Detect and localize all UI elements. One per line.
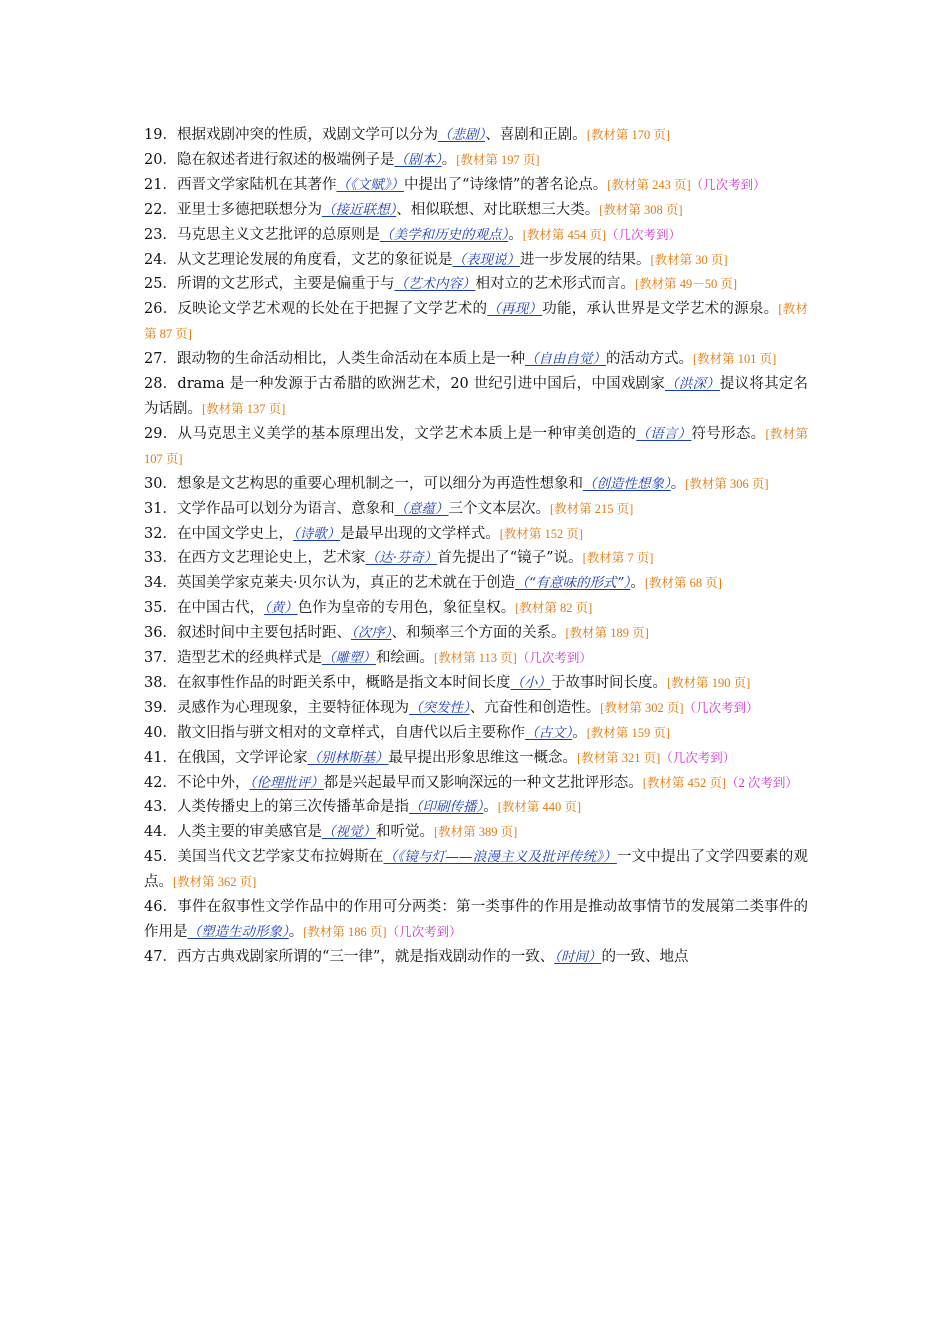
exam-frequency-note: （几次考到）	[660, 750, 736, 765]
answer-blank: （印刷传播）	[408, 799, 484, 816]
answer-blank: （自由自觉）	[524, 351, 606, 368]
question-item	[144, 546, 808, 571]
exam-frequency-note: （几次考到）	[516, 651, 592, 666]
textbook-reference: [教材第 440 页]	[497, 800, 582, 815]
question-item	[144, 422, 808, 472]
question-text: 在俄国，文学评论家	[176, 749, 308, 766]
question-text: 亚里士多德把联想分为	[176, 201, 322, 218]
exam-frequency-note: （2 次考到）	[726, 775, 798, 790]
question-item	[144, 347, 808, 372]
answer-blank: （小）	[510, 674, 551, 691]
question-text: 造型艺术的经典样式是	[176, 650, 322, 667]
answer-blank: （再现）	[487, 301, 543, 318]
answer-blank: （古文）	[524, 724, 573, 741]
question-text-end: 和听觉。	[375, 824, 434, 841]
question-text-end: 的活动方式。	[605, 351, 693, 368]
question-text-end: 于故事时间长度。	[550, 674, 667, 691]
question-number: 43．	[144, 799, 177, 816]
question-number: 38．	[144, 674, 177, 691]
question-text-end: 提议将其定名为话剧。	[144, 376, 809, 417]
question-list	[144, 123, 808, 970]
question-text: 从文艺理论发展的角度看，文艺的象征说是	[176, 251, 453, 268]
textbook-reference: [教材第 306 页]	[685, 476, 769, 491]
question-text: 在中国文学史上，	[176, 525, 293, 542]
question-item	[144, 895, 808, 945]
question-text-end: 。	[508, 226, 523, 243]
question-number: 42．	[144, 774, 177, 791]
question-number: 44．	[144, 824, 177, 841]
question-text-end: 最早提出形象思维这一概念。	[388, 749, 577, 766]
exam-frequency-note: （几次考到）	[690, 177, 766, 192]
textbook-reference: [教材第 68 页]	[644, 576, 722, 591]
textbook-reference: [教材第 308 页]	[599, 202, 683, 217]
answer-blank: （“有意味的形式”）	[515, 575, 631, 592]
answer-blank: （视觉）	[321, 824, 376, 841]
question-text: 叙述时间中主要包括时距、	[176, 625, 351, 642]
question-text: 马克思主义文艺批评的总原则是	[176, 226, 380, 243]
question-number: 46．	[144, 899, 178, 916]
textbook-reference: [教材第 215 页]	[549, 501, 634, 516]
question-item	[144, 845, 808, 895]
question-item	[144, 248, 808, 273]
question-text: 事件在叙事性文学作品中的作用可分两类：第一类事件的作用是推动故事情节的发展第二类事件的作用是	[144, 899, 808, 940]
question-text-end: 三个文本层次。	[448, 500, 550, 517]
answer-blank: （剧本）	[394, 151, 442, 168]
textbook-reference: [教材第 186 页]	[303, 925, 387, 939]
textbook-reference: [教材第 30 页]	[650, 252, 728, 267]
textbook-reference: [教材第 243 页]	[607, 177, 691, 192]
question-text-end: 首先提出了“镜子”说。	[437, 550, 583, 567]
question-number: 47．	[144, 948, 177, 965]
textbook-reference: [教材第 7 页]	[582, 551, 654, 566]
question-text-end: 、亢奋性和创造性。	[469, 699, 601, 716]
answer-blank: （《文赋》）	[336, 176, 404, 193]
answer-blank: （黄）	[263, 600, 298, 617]
question-item	[144, 148, 808, 173]
question-item	[144, 795, 808, 820]
question-text-end: 色作为皇帝的专用色，象征皇权。	[297, 600, 516, 617]
question-item	[144, 820, 808, 845]
question-item	[144, 297, 808, 347]
question-text-end: 。	[288, 924, 304, 940]
question-text: 灵感作为心理现象，主要特征体现为	[176, 699, 409, 716]
question-text: 散文旧指与骈文相对的文章样式，自唐代以后主要称作	[176, 724, 525, 741]
textbook-reference: [教材第 159 页]	[586, 725, 671, 740]
question-text: 在叙事性作品的时距关系中，概略是指文本时间长度	[176, 674, 511, 691]
textbook-reference: [教材第 321 页]	[576, 750, 661, 765]
question-number: 33．	[144, 550, 177, 567]
question-item	[144, 497, 808, 522]
question-item	[144, 746, 808, 771]
question-item	[144, 472, 808, 497]
question-text: 西方古典戏剧家所谓的“三一律”，就是指戏剧动作的一致、	[176, 948, 555, 965]
question-text: 根据戏剧冲突的性质，戏剧文学可以分为	[176, 127, 438, 143]
question-text: 在中国古代，	[176, 600, 264, 617]
textbook-reference: [教材第 113 页]	[433, 651, 517, 666]
question-text-end: 进一步发展的结果。	[519, 251, 651, 268]
answer-blank: （伦理批评）	[249, 774, 324, 791]
question-number: 30．	[144, 475, 177, 492]
question-number: 23．	[144, 226, 177, 243]
question-text-end: 。	[572, 724, 587, 741]
question-text: 隐在叙述者进行叙述的极端例子是	[176, 151, 395, 168]
question-item	[144, 223, 808, 248]
question-item	[144, 571, 808, 596]
question-number: 45．	[144, 849, 178, 866]
question-number: 20．	[144, 151, 177, 168]
question-text-end: 功能，承认世界是文学艺术的源泉。	[542, 301, 779, 318]
question-text: 美国当代文艺学家艾布拉姆斯在	[177, 849, 384, 866]
answer-blank: （悲剧）	[437, 127, 486, 143]
question-number: 24．	[144, 251, 177, 268]
textbook-reference: [教材第 389 页]	[433, 825, 518, 840]
question-number: 31．	[144, 500, 177, 517]
question-number: 32．	[144, 525, 177, 542]
question-text-end: 相对立的艺术形式而言。	[475, 276, 635, 293]
answer-blank: （意蕴）	[394, 500, 449, 517]
question-item	[144, 372, 808, 422]
question-text: 在西方文艺理论史上，艺术家	[176, 550, 366, 567]
question-text: 人类主要的审美感官是	[176, 824, 322, 841]
answer-blank: （达·芬奇）	[365, 550, 438, 567]
textbook-reference: [教材第 137 页]	[202, 401, 286, 416]
textbook-reference: [教材第 362 页]	[173, 875, 257, 890]
question-item	[144, 621, 808, 646]
question-text-end: 、和频率三个方面的关系。	[391, 625, 566, 642]
question-text-end: 、相似联想、对比联想三大类。	[396, 201, 600, 218]
answer-blank: （次序）	[350, 625, 392, 642]
question-number: 21．	[144, 176, 177, 193]
answer-blank: （表现说）	[452, 251, 520, 268]
textbook-reference: [教材第 170 页]	[586, 128, 671, 142]
question-item	[144, 671, 808, 696]
question-item	[144, 173, 808, 198]
question-text: 跟动物的生命活动相比，人类生命活动在本质上是一种	[176, 351, 525, 368]
answer-blank: （别林斯基）	[307, 749, 389, 766]
textbook-reference: [教材第 452 页]	[642, 775, 727, 790]
answer-blank: （《镜与灯——浪漫主义及批评传统》）	[383, 849, 617, 866]
question-text-end: 中提出了“诗缘情”的著名论点。	[403, 176, 608, 193]
question-number: 25．	[144, 276, 177, 293]
question-number: 41．	[144, 749, 177, 766]
question-number: 19．	[144, 127, 177, 143]
textbook-reference: [教材第 302 页]	[600, 700, 684, 715]
question-text: 从马克思主义美学的基本原理出发，文学艺术本质上是一种审美创造的	[177, 425, 637, 442]
question-item	[144, 721, 808, 746]
question-text: 英国美学家克莱夫·贝尔认为，真正的艺术就在于创造	[176, 575, 516, 592]
answer-blank: （美学和历史的观点）	[379, 226, 509, 243]
textbook-reference: [教材第 101 页]	[692, 352, 777, 367]
answer-blank: （洪深）	[665, 376, 720, 393]
question-item	[144, 771, 808, 796]
question-text-end: 。	[441, 151, 457, 168]
question-text-end: 。	[670, 475, 686, 492]
question-number: 27．	[144, 351, 177, 368]
textbook-reference: [教材第 197 页]	[456, 152, 540, 167]
textbook-reference: [教材第 87 页]	[144, 302, 809, 342]
question-item	[144, 596, 808, 621]
question-number: 36．	[144, 625, 177, 642]
question-number: 34．	[144, 575, 177, 592]
question-number: 37．	[144, 650, 177, 667]
question-number: 40．	[144, 724, 177, 741]
question-number: 28．	[144, 376, 178, 393]
exam-frequency-note: （几次考到）	[606, 227, 682, 242]
textbook-reference: [教材第 190 页]	[666, 675, 751, 690]
question-item	[144, 123, 808, 148]
question-text-end: 和绘画。	[375, 650, 434, 667]
exam-frequency-note: （几次考到）	[683, 700, 759, 715]
answer-blank: （语言）	[636, 425, 692, 442]
answer-blank: （创造性想象）	[582, 475, 671, 492]
question-text: 文学作品可以划分为语言、意象和	[176, 500, 395, 517]
question-text-end: 的一致、地点	[601, 948, 689, 965]
question-text-end: 。	[630, 575, 645, 592]
question-text-end: 是最早出现的文学样式。	[340, 525, 500, 542]
question-text-end: 都是兴起最早而又影响深远的一种文艺批评形态。	[323, 774, 643, 791]
answer-blank: （艺术内容）	[394, 276, 476, 293]
textbook-reference: [教材第 82 页]	[515, 601, 593, 616]
question-text: 反映论文学艺术观的长处在于把握了文学艺术的	[177, 301, 488, 318]
question-text: 西晋文学家陆机在其著作	[176, 176, 337, 193]
question-number: 22．	[144, 201, 177, 218]
answer-blank: （接近联想）	[321, 201, 397, 218]
textbook-reference: [教材第 107 页]	[144, 426, 809, 466]
answer-blank: （诗歌）	[292, 525, 341, 542]
question-item	[144, 646, 808, 671]
question-text-end: 符号形态。	[691, 425, 766, 442]
question-number: 35．	[144, 600, 177, 617]
question-item	[144, 272, 808, 297]
question-number: 39．	[144, 699, 177, 716]
question-item	[144, 696, 808, 721]
question-text: 人类传播史上的第三次传播革命是指	[176, 799, 409, 816]
question-number: 29．	[144, 425, 178, 442]
answer-blank: （雕塑）	[321, 650, 376, 667]
textbook-reference: [教材第 152 页]	[499, 526, 584, 541]
question-text: 想象是文艺构思的重要心理机制之一，可以细分为再造性想象和	[176, 475, 583, 492]
answer-blank: （突发性）	[408, 699, 470, 716]
question-item	[144, 198, 808, 223]
answer-blank: （塑造生动形象）	[187, 924, 289, 940]
question-text-end: 、喜剧和正剧。	[485, 127, 587, 143]
answer-blank: （时间）	[554, 948, 602, 965]
textbook-reference: [教材第 189 页]	[565, 626, 649, 641]
question-text: 所谓的文艺形式，主要是偏重于与	[176, 276, 395, 293]
question-text: 不论中外，	[176, 774, 250, 791]
question-text-end: 一文中提出了文学四要素的观点。	[144, 849, 809, 891]
textbook-reference: [教材第 49－50 页]	[634, 277, 738, 292]
question-item	[144, 522, 808, 547]
question-text-end: 。	[483, 799, 498, 816]
textbook-reference: [教材第 454 页]	[522, 227, 607, 242]
question-item	[144, 945, 808, 970]
exam-frequency-note: （几次考到）	[386, 925, 462, 939]
question-number: 26．	[144, 301, 178, 318]
question-text: drama 是一种发源于古希腊的欧洲艺术，20 世纪引进中国后，中国戏剧家	[177, 376, 666, 393]
